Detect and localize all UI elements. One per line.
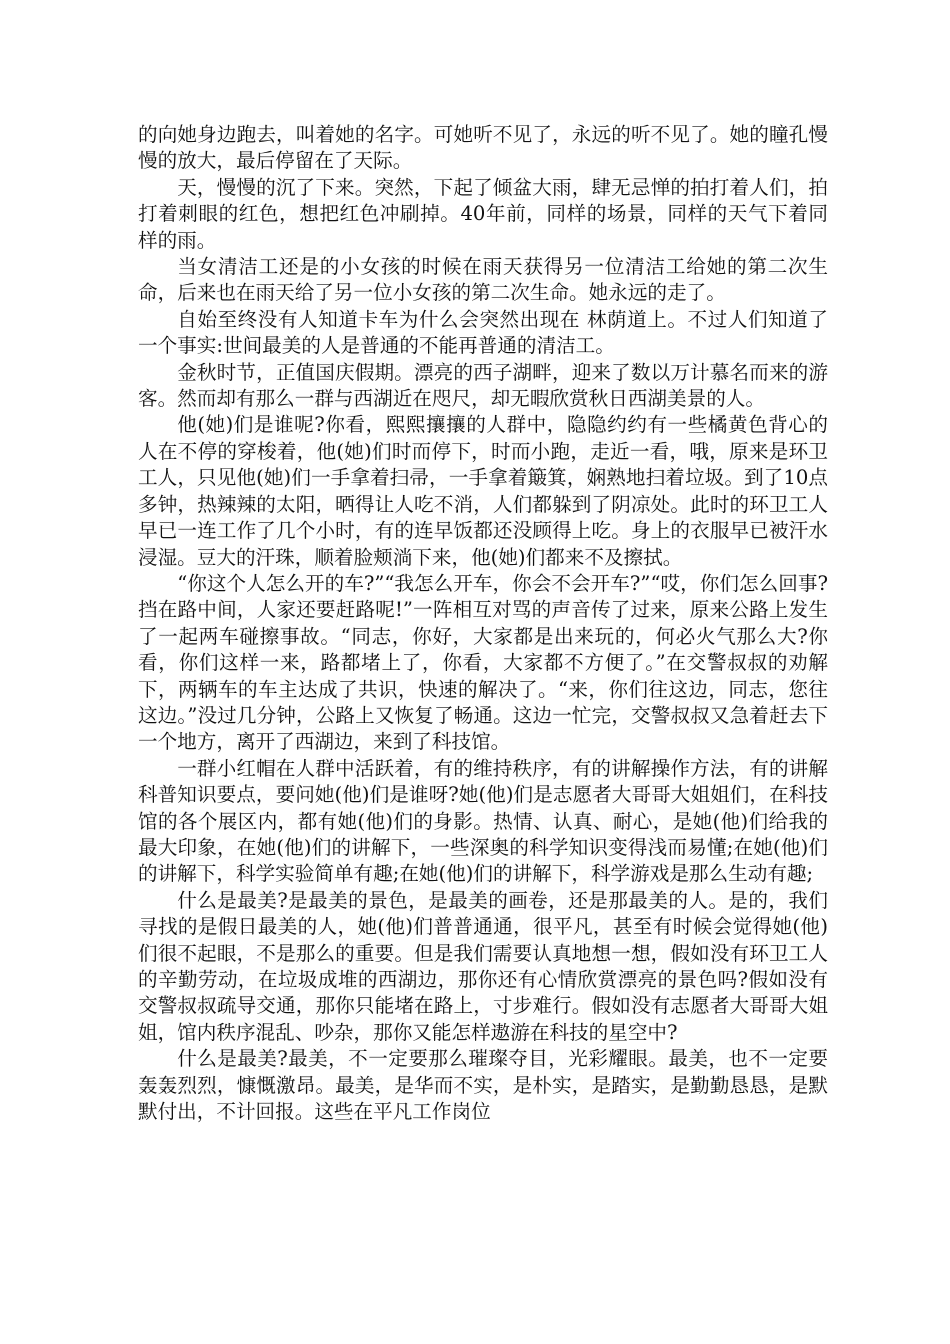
paragraph: 他(她)们是谁呢?你看，熙熙攘攘的人群中，隐隐约约有一些橘黄色背心的人在不停的穿梭着，他(她)们时而停下，时而小跑，走近一看，哦，原来是环卫工人，只见他(她)们一手拿着扫帚，一手拿着簸箕，娴熟地扫着垃圾。到了10点多钟，热辣辣的太阳，晒得让人吃不消，人们都躲到了阴凉处。此时的环卫工人早已一连工作了几个小时，有的连早饭都还没顾得上吃。身上的衣服早已被汗水浸湿。豆大的汗珠，顺着脸颊淌下来，他(她)们都来不及擦拭。 — [138, 413, 828, 569]
paragraph: 自始至终没有人知道卡车为什么会突然出现在 林荫道上。不过人们知道了一个事实:世间最美的人是普通的不能再普通的清洁工。 — [138, 307, 828, 358]
document-page — [138, 122, 828, 1125]
paragraph: 什么是最美?最美，不一定要那么璀璨夺目，光彩耀眼。最美，也不一定要轰轰烈烈，慷慨激昂。最美，是华而不实，是朴实，是踏实，是勤勤恳恳，是默默付出，不计回报。这些在平凡工作岗位 — [138, 1047, 828, 1124]
paragraph: 什么是最美?是最美的景色，是最美的画卷，还是那最美的人。是的，我们寻找的是假日最美的人，她(他)们普普通通，很平凡，甚至有时候会觉得她(他)们很不起眼，不是那么的重要。但是我们需要认真地想一想，假如没有环卫工人的辛勤劳动，在垃圾成堆的西湖边，那你还有心情欣赏漂亮的景色吗?假如没有交警叔叔疏导交通，那你只能堵在路上，寸步难行。假如没有志愿者大哥哥大姐姐，馆内秩序混乱、吵杂，那你又能怎样遨游在科技的星空中? — [138, 888, 828, 1044]
paragraph: 当女清洁工还是的小女孩的时候在雨天获得另一位清洁工给她的第二次生命，后来也在雨天给了另一位小女孩的第二次生命。她永远的走了。 — [138, 255, 828, 305]
paragraph: 天，慢慢的沉了下来。突然，下起了倾盆大雨，肆无忌惮的拍打着人们，拍打着刺眼的红色，想把红色冲刷掉。40年前，同样的场景，同样的天气下着同样的雨。 — [138, 175, 828, 252]
paragraph: 金秋时节，正值国庆假期。漂亮的西子湖畔，迎来了数以万计慕名而来的游客。然而却有那么一群与西湖近在咫尺，却无暇欣赏秋日西湖美景的人。 — [138, 360, 828, 411]
paragraph: “你这个人怎么开的车?”“我怎么开车，你会不会开车?”“哎，你们怎么回事?挡在路中间，人家还要赶路呢!”一阵相互对骂的声音传了过来，原来公路上发生了一起两车碰擦事故。“同志，你好，大家都是出来玩的，何必火气那么大?你看，你们这样一来，路都堵上了，你看，大家都不方便了。”在交警叔叔的劝解下，两辆车的车主达成了共识，快速的解决了。“来，你们往这边，同志，您往这边。”没过几分钟，公路上又恢复了畅通。这边一忙完，交警叔叔又急着赶去下一个地方，离开了西湖边，来到了科技馆。 — [138, 571, 828, 754]
paragraph: 的向她身边跑去，叫着她的名字。可她听不见了，永远的听不见了。她的瞳孔慢慢的放大，最后停留在了天际。 — [138, 123, 828, 173]
paragraph: 一群小红帽在人群中活跃着，有的维持秩序，有的讲解操作方法，有的讲解科普知识要点，要问她(他)们是谁呀?她(他)们是志愿者大哥哥大姐姐们，在科技馆的各个展区内，都有她(他)们的身影。热情、认真、耐心，是她(他)们给我的最大印象，在她(他)们的讲解下，一些深奥的科学知识变得浅而易懂;在她(他)们的讲解下，科学实验简单有趣;在她(他)们的讲解下，科学游戏是那么生动有趣; — [138, 756, 828, 886]
